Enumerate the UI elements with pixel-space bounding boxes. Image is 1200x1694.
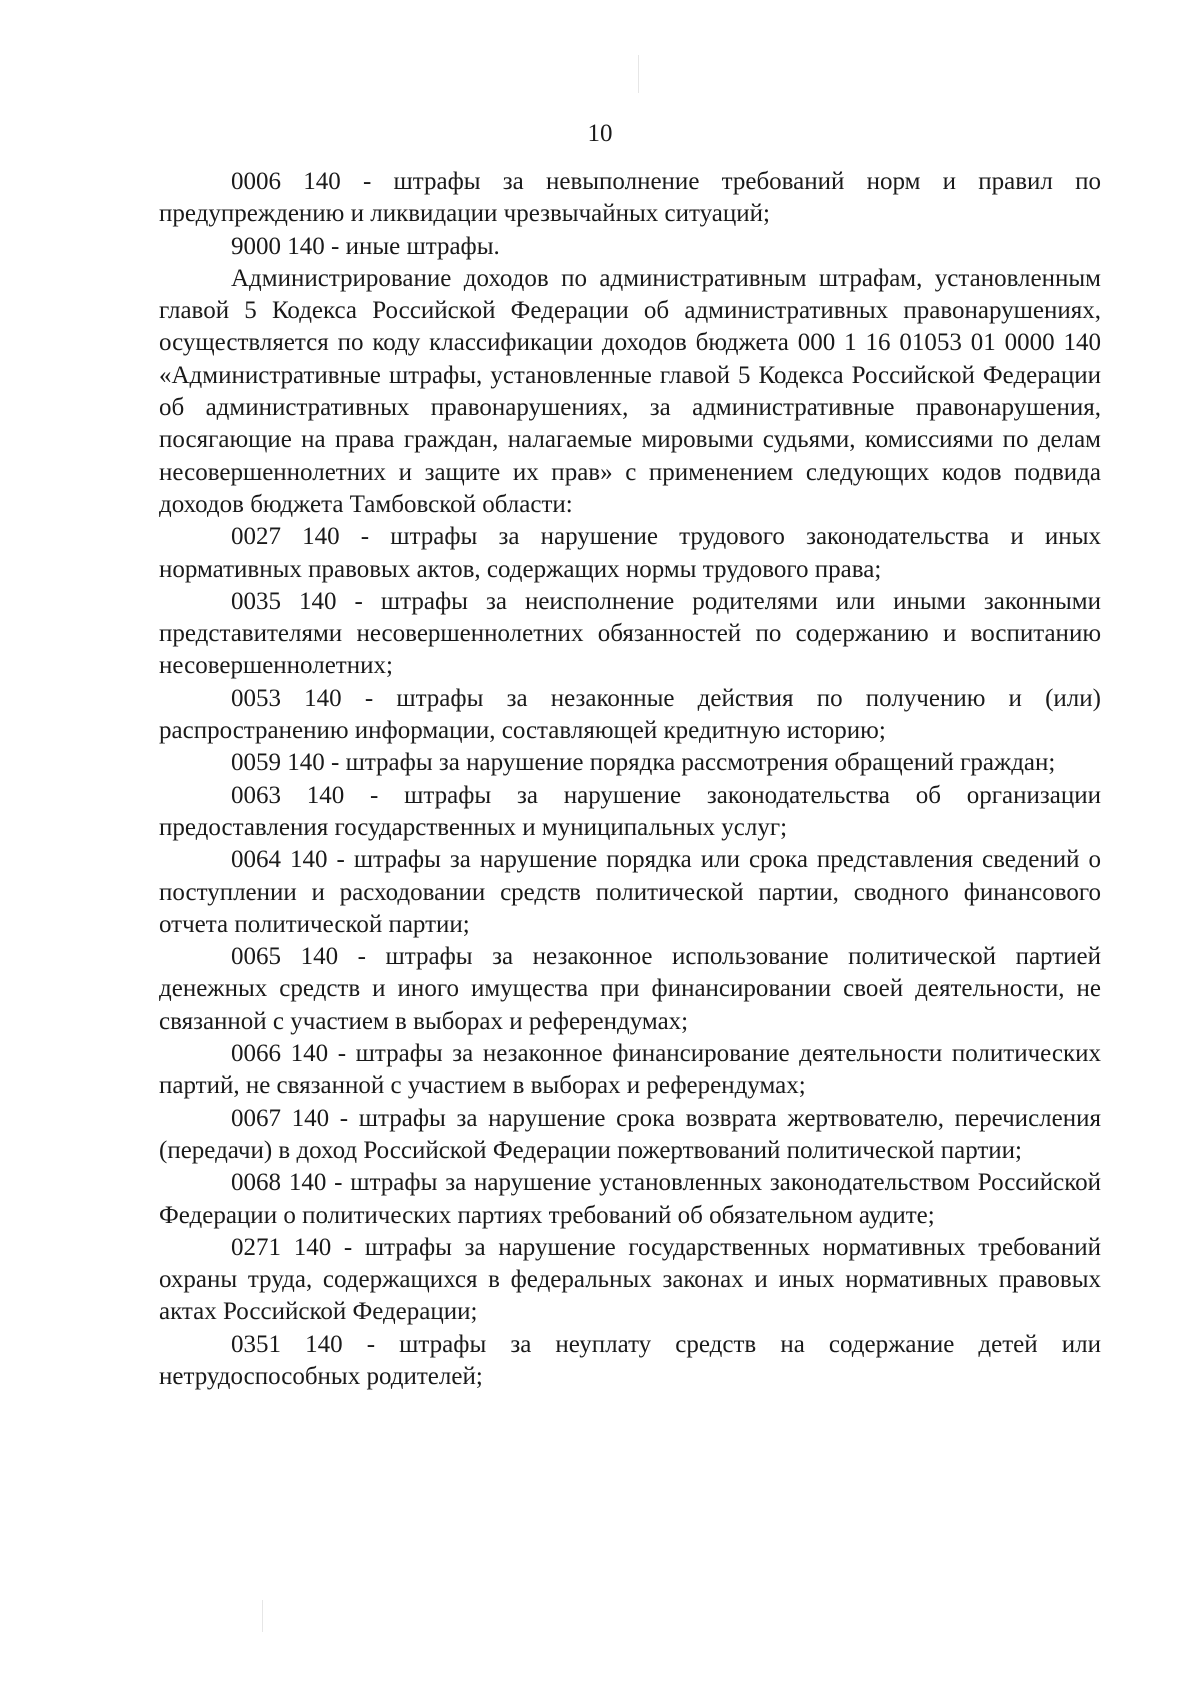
paragraph-0035-parental-duties: 0035 140 - штрафы за неисполнение родителями или иными законными представителями несовершеннолетних обязанностей по содержанию и воспитанию несовершеннолетних; <box>159 587 1101 680</box>
paragraph-0066-party-financing: 0066 140 - штрафы за незаконное финансирование деятельности политических партий, не связанной с участием в выборах и референдумах; <box>159 1040 1101 1100</box>
paragraph-0068-party-audit: 0068 140 - штрафы за нарушение установленных законодательством Российской Федерации о политических партиях требований об обязательном аудите; <box>159 1169 1101 1229</box>
paragraph-0027-labor-law: 0027 140 - штрафы за нарушение трудового законодательства и иных нормативных правовых актов, содержащих нормы трудового права; <box>159 523 1101 583</box>
paragraph-0067-donation-return: 0067 140 - штрафы за нарушение срока возврата жертвователю, перечисления (передачи) в доход Российской Федерации пожертвований политической партии; <box>159 1104 1101 1164</box>
page-number: 10 <box>587 120 613 147</box>
scan-artifact-top <box>638 55 639 93</box>
paragraph-9000-other-fines: 9000 140 - иные штрафы. <box>231 232 500 260</box>
paragraph-0064-party-funds-reporting: 0064 140 - штрафы за нарушение порядка или срока представления сведений о поступлении и расходовании средств политической партии, сводного финансового отчета политической партии; <box>159 846 1101 938</box>
paragraph-0053-credit-history: 0053 140 - штрафы за незаконные действия по получению и (или) распространению информации, составляющей кредитную историю; <box>159 684 1101 745</box>
paragraph-0006-emergency-fines: 0006 140 - штрафы за невыполнение требований норм и правил по предупреждению и ликвидации чрезвычайных ситуаций; <box>159 168 1101 228</box>
paragraph-0065-party-funds-misuse: 0065 140 - штрафы за незаконное использование политической партией денежных средств и иного имущества при финансировании своей деятельности, не связанной с участием в выборах и референдумах; <box>159 943 1101 1035</box>
paragraph-0063-public-services: 0063 140 - штрафы за нарушение законодательства об организации предоставления государственных и муниципальных услуг; <box>159 781 1101 841</box>
paragraph-administration-chapter-5: Администрирование доходов по административным штрафам, установленным главой 5 Кодекса Российской Федерации об административных правонарушениях, осуществляется по коду классификации доходов бюджета 000 1 16 01053 01 0000 140 «Административные штрафы, установленные главой 5 Кодекса Российской Федерации об административных правонарушениях, за административные правонарушения, посягающие на права граждан, налагаемые мировыми судьями, комиссиями по делам несовершеннолетних и защите их прав» с применением следующих кодов подвида доходов бюджета Тамбовской области: <box>159 264 1101 518</box>
scan-artifact-bottom <box>262 1600 263 1632</box>
paragraph-0059-citizen-appeals: 0059 140 - штрафы за нарушение порядка рассмотрения обращений граждан; <box>231 749 1056 777</box>
paragraph-0351-child-support: 0351 140 - штрафы за неуплату средств на содержание детей или нетрудоспособных родителей; <box>159 1330 1101 1390</box>
paragraph-0271-labor-safety: 0271 140 - штрафы за нарушение государственных нормативных требований охраны труда, содержащихся в федеральных законах и иных нормативных правовых актах Российской Федерации; <box>159 1233 1101 1326</box>
document-body <box>159 166 1101 1393</box>
